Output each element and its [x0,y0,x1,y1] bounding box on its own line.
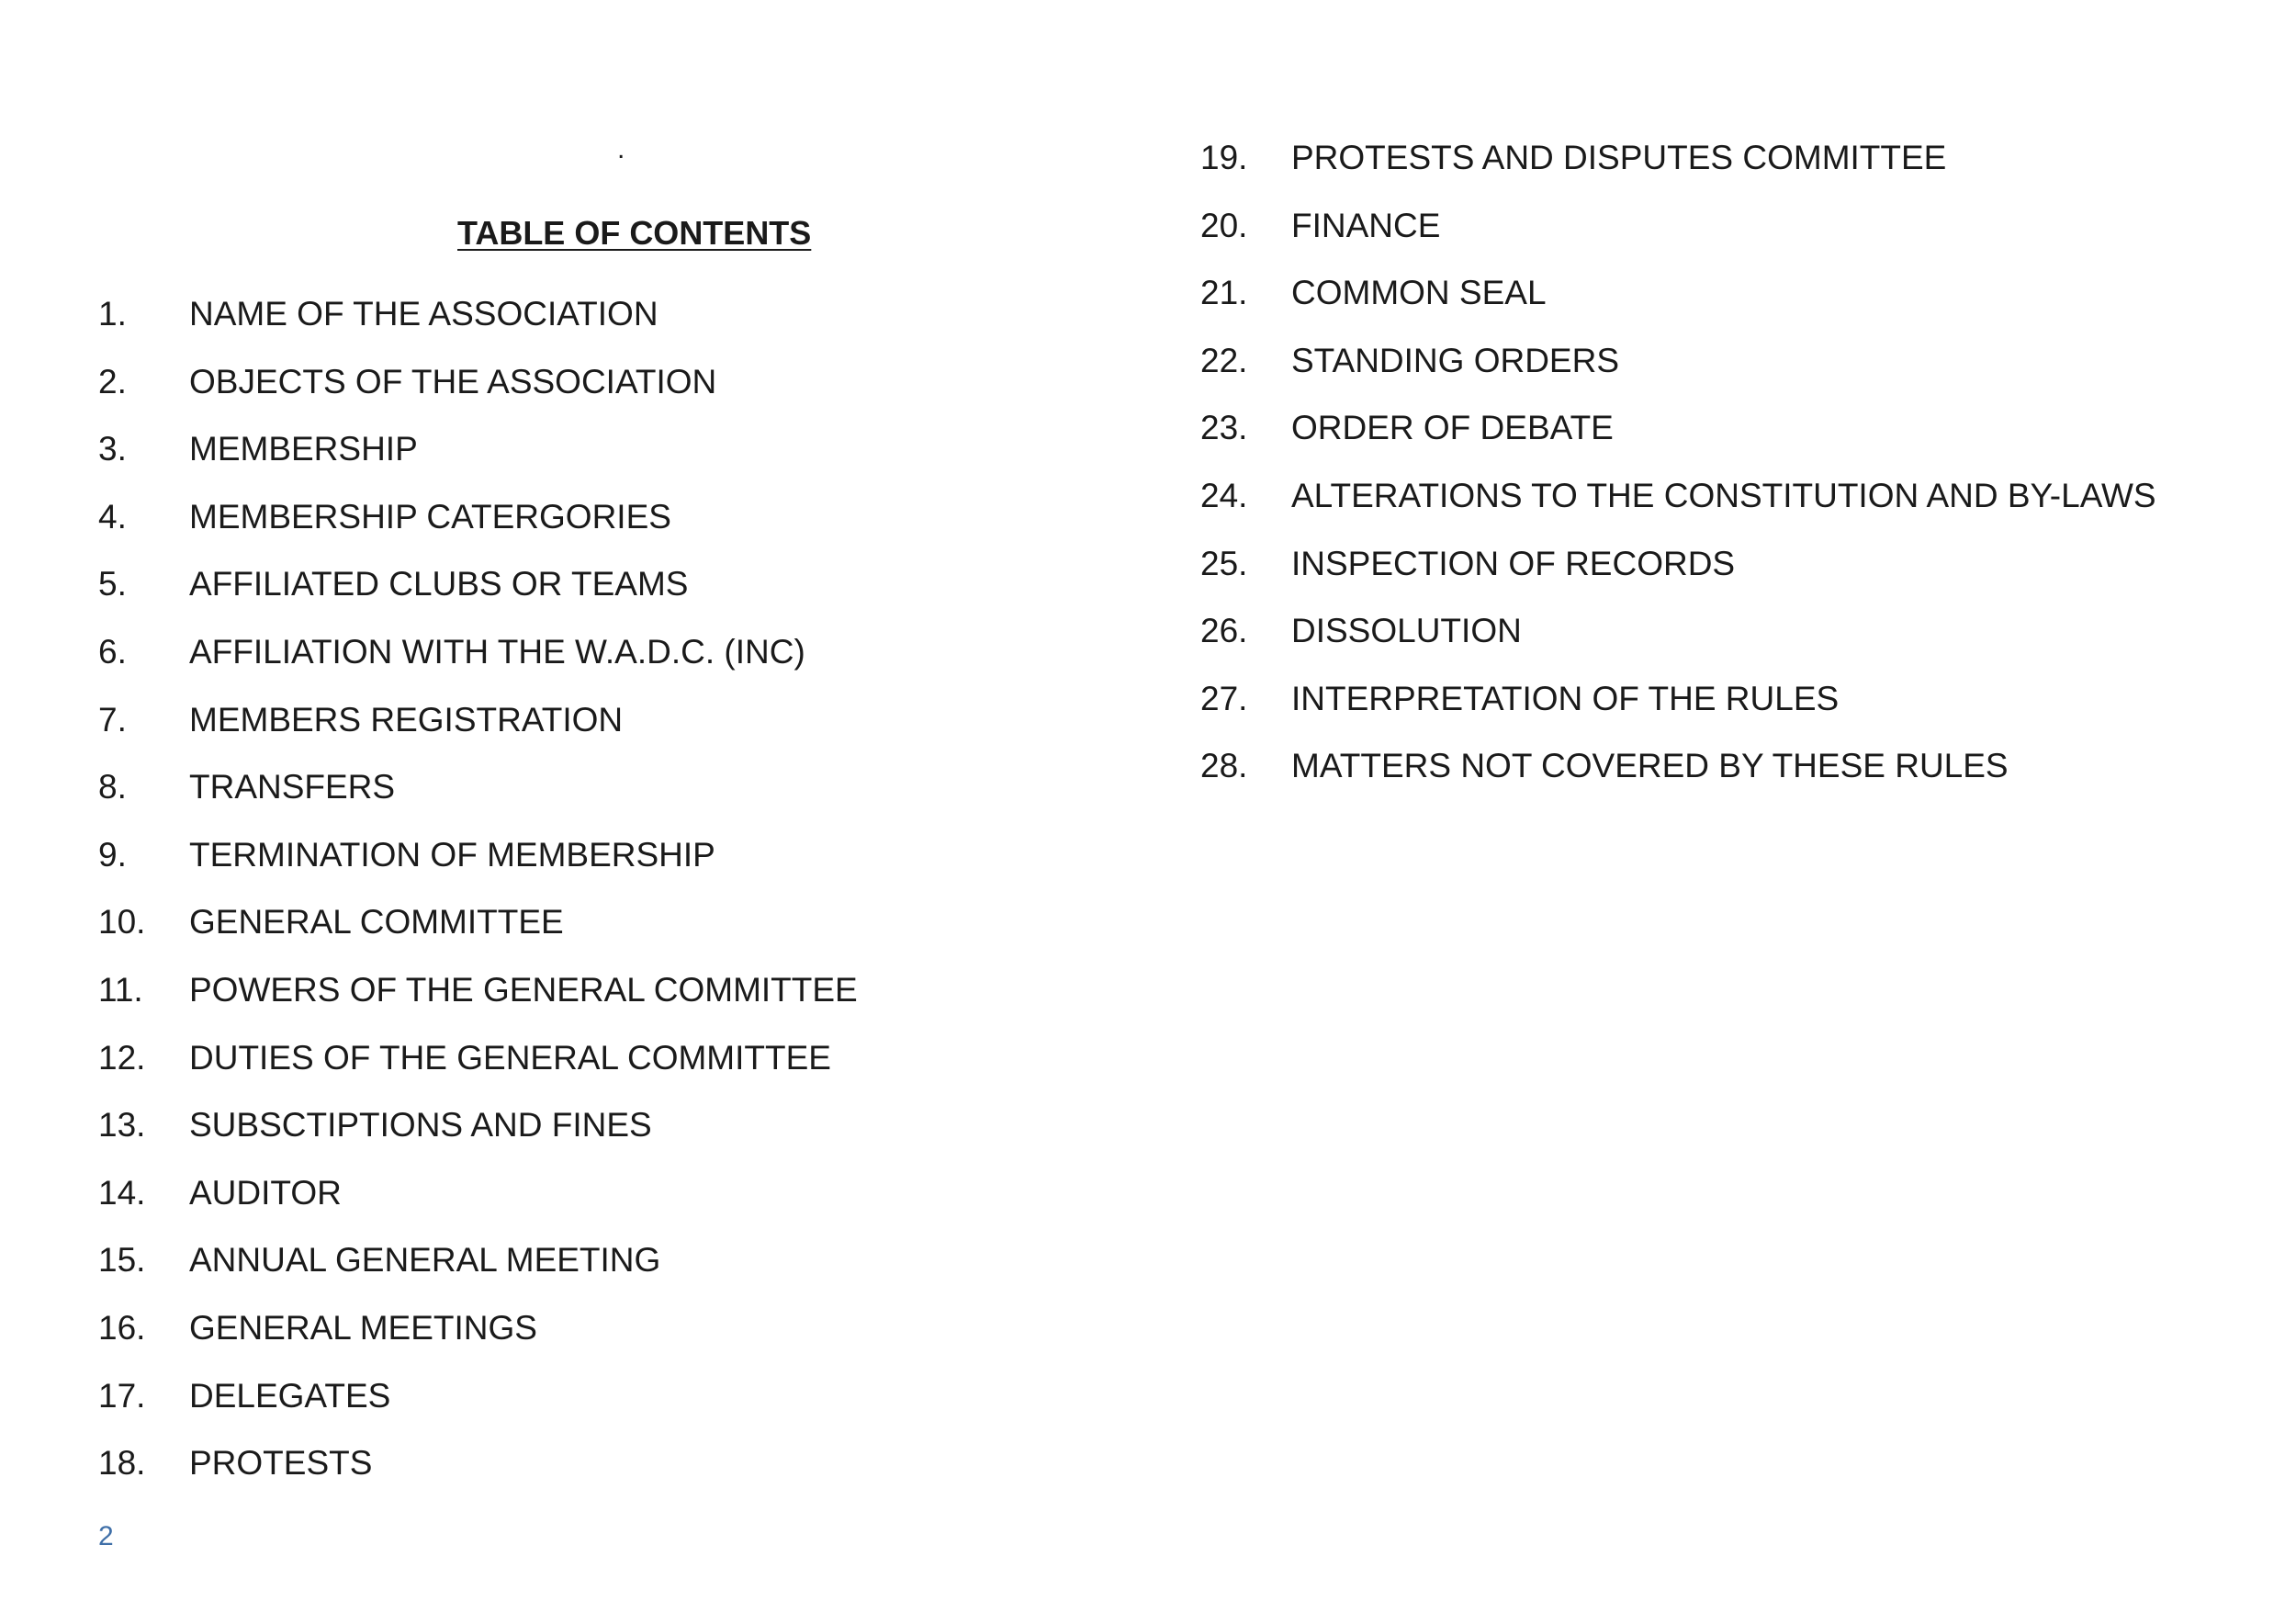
toc-item-number: 10. [98,903,146,942]
toc-right-column [1200,136,2156,812]
toc-item [98,562,858,630]
toc-item-number: 21. [1200,274,1248,312]
toc-item-label: NAME OF THE ASSOCIATION [189,295,658,333]
toc-item [1200,609,2156,677]
toc-item-number: 19. [1200,139,1248,176]
toc-item [1200,744,2156,812]
toc-item-label: GENERAL COMMITTEE [189,903,564,942]
toc-item [98,968,858,1036]
toc-item-label: ALTERATIONS TO THE CONSTITUTION AND BY-LAWS [1291,476,2156,514]
toc-item-number: 3. [98,430,127,468]
toc-item-label: FINANCE [1291,206,1441,244]
toc-item [98,1103,858,1171]
toc-item [98,427,858,495]
toc-item-number: 5. [98,565,127,603]
toc-item [98,630,858,698]
toc-item [98,1036,858,1104]
toc-item [98,1441,858,1509]
toc-item-label: INSPECTION OF RECORDS [1291,544,1736,582]
toc-item-label: MATTERS NOT COVERED BY THESE RULES [1291,747,2009,785]
toc-item-number: 26. [1200,612,1248,650]
toc-item-label: MEMBERSHIP [189,430,418,468]
toc-item [1200,474,2156,542]
toc-item-number: 8. [98,768,127,806]
toc-item-label: COMMON SEAL [1291,274,1547,312]
toc-item [98,698,858,766]
toc-item-number: 11. [98,970,143,1009]
toc-item-number: 23. [1200,409,1248,447]
toc-item-number: 13. [98,1106,146,1145]
toc-item [98,1306,858,1374]
toc-item-label: GENERAL MEETINGS [189,1308,537,1347]
toc-item [1200,677,2156,745]
toc-item-number: 28. [1200,747,1248,785]
toc-item-number: 9. [98,835,127,874]
toc-item-number: 7. [98,700,127,739]
toc-item-number: 24. [1200,476,1248,514]
toc-item [1200,542,2156,610]
toc-item-label: AFFILIATED CLUBS OR TEAMS [189,565,689,603]
toc-item [1200,271,2156,339]
toc-item-number: 12. [98,1038,146,1077]
toc-item-label: SUBSCTIPTIONS AND FINES [189,1106,652,1145]
toc-item [98,833,858,901]
toc-item-number: 4. [98,497,127,536]
toc-item-number: 18. [98,1444,146,1483]
toc-item-number: 2. [98,362,127,400]
toc-item [98,360,858,428]
toc-item [1200,204,2156,272]
toc-item-label: MEMBERS REGISTRATION [189,700,624,739]
toc-item-number: 1. [98,295,127,333]
page-number: 2 [98,1521,114,1551]
toc-item [1200,406,2156,474]
toc-item-label: STANDING ORDERS [1291,341,1620,379]
toc-item-number: 22. [1200,341,1248,379]
toc-item-label: POWERS OF THE GENERAL COMMITTEE [189,970,858,1009]
toc-item-label: INTERPRETATION OF THE RULES [1291,679,1840,717]
toc-item [98,495,858,563]
toc-item-label: ORDER OF DEBATE [1291,409,1614,447]
toc-item-number: 17. [98,1376,146,1415]
toc-item-label: TRANSFERS [189,768,396,806]
toc-item [1200,136,2156,204]
toc-item-number: 14. [98,1173,146,1212]
toc-item-number: 15. [98,1241,146,1280]
toc-left-column [98,292,858,1509]
toc-item-number: 6. [98,632,127,671]
toc-item [98,292,858,360]
toc-item [98,1374,858,1442]
toc-item [98,1171,858,1239]
page-title: TABLE OF CONTENTS [457,214,812,252]
toc-item-label: AUDITOR [189,1173,342,1212]
toc-item-number: 16. [98,1308,146,1347]
toc-item-label: PROTESTS AND DISPUTES COMMITTEE [1291,139,1947,176]
toc-item [98,1238,858,1306]
toc-item [98,900,858,968]
toc-item-label: MEMBERSHIP CATERGORIES [189,497,671,536]
toc-item-number: 25. [1200,544,1248,582]
toc-item-number: 20. [1200,206,1248,244]
toc-item-label: DUTIES OF THE GENERAL COMMITTEE [189,1038,831,1077]
toc-item-label: TERMINATION OF MEMBERSHIP [189,835,715,874]
toc-item-label: DELEGATES [189,1376,391,1415]
toc-item [1200,339,2156,407]
dot-mark: . [617,134,625,164]
toc-item-number: 27. [1200,679,1248,717]
toc-item [98,765,858,833]
toc-item-label: ANNUAL GENERAL MEETING [189,1241,661,1280]
toc-item-label: PROTESTS [189,1444,373,1483]
toc-item-label: DISSOLUTION [1291,612,1522,650]
toc-item-label: AFFILIATION WITH THE W.A.D.C. (INC) [189,632,805,671]
toc-item-label: OBJECTS OF THE ASSOCIATION [189,362,717,400]
